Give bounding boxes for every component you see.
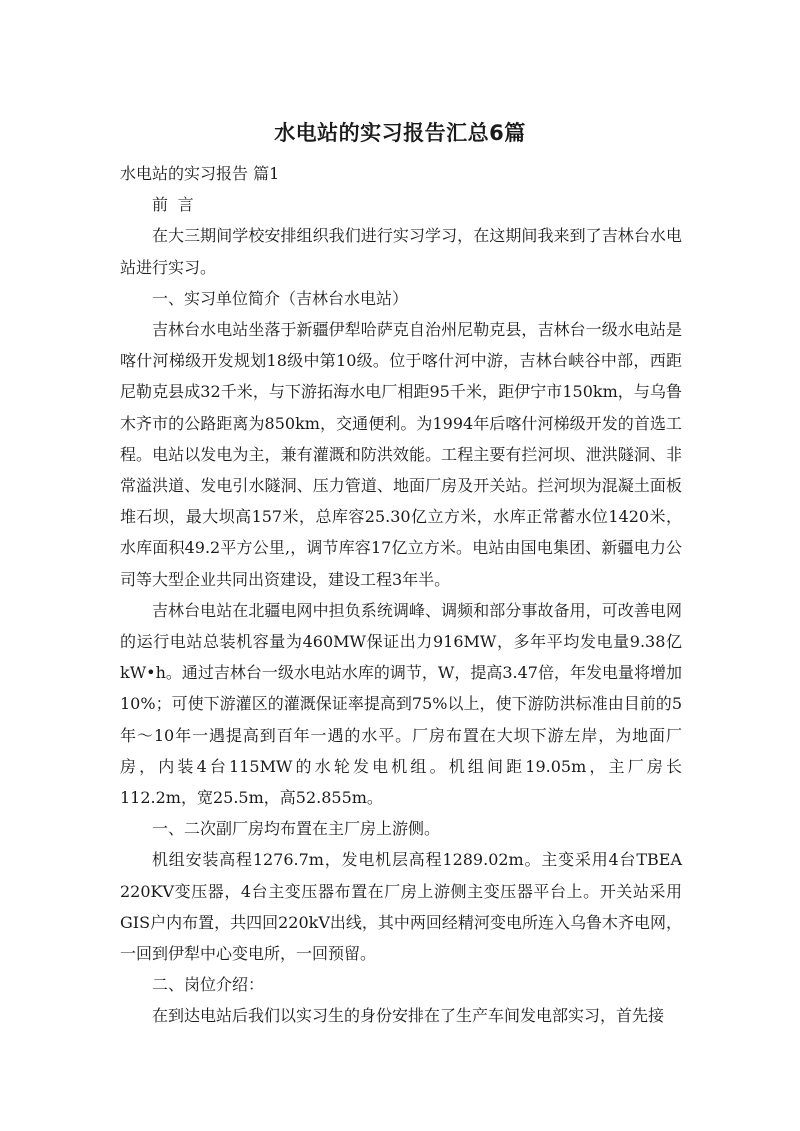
paragraph-unit-installation: 机组安装高程1276.7m，发电机层高程1289.02m。主变采用4台TBEA 220KV变压器，4台主变压器布置在厂房上游侧主变压器平台上。开关站采用GIS户内布置，共四回220kV出线，其中两回经精河变电所连入乌鲁木齐电网，一回到伊犁中心变电所，一回预留。 bbox=[120, 850, 682, 964]
section-heading-position-intro: 二、岗位介绍： bbox=[152, 975, 265, 995]
document-title: 水电站的实习报告汇总6篇 bbox=[274, 121, 526, 145]
paragraph-grid-role: 吉林台电站在北疆电网中担负系统调峰、调频和部分事故备用，可改善电网的运行电站总装机容量为460MW保证出力916MW，多年平均发电量9.38亿kW•h。通过吉林台一级水电站水库的调节，W，提高3.47倍，年发电量将增加10%；可使下游灌区的灌溉保证率提高到75%以上，使下游防洪标准由目前的5年～10年一遇提高到百年一遇的水平。厂房布置在大坝下游左岸，为地面厂房，内装4台115MW的水轮发电机组。机组间距19.05m，主厂房长112.2m，宽25.5m，高52.855m。 bbox=[120, 600, 682, 808]
paragraph-position-detail: 在到达电站后我们以实习生的身份安排在了生产车间发电部实习，首先接 bbox=[152, 1006, 665, 1026]
paragraph-station-location: 吉林台水电站坐落于新疆伊犁哈萨克自治州尼勒克县，吉林台一级水电站是喀什河梯级开发规划18级中第10级。位于喀什河中游，吉林台峡谷中部，西距尼勒克县成32千米，与下游拓海水电厂相距95千米，距伊宁市150km，与乌鲁木齐市的公路距离为850km，交通便利。为1994年后喀什河梯级开发的首选工程。电站以发电为主，兼有灌溉和防洪效能。工程主要有拦河坝、泄洪隧洞、非常溢洪道、发电引水隧洞、压力管道、地面厂房及开关站。拦河坝为混凝土面板堆石坝，最大坝高157米，总库容25.30亿立方米，水库正常蓄水位1420米，水库面积49.2平方公里,，调节库容17亿立方米。电站由国电集团、新疆电力公司等大型企业共同出资建设，建设工程3年半。 bbox=[120, 320, 682, 589]
preface-heading: 前言 bbox=[152, 195, 204, 215]
report-subtitle: 水电站的实习报告 篇1 bbox=[120, 164, 280, 183]
paragraph-auxiliary-building: 一、二次副厂房均布置在主厂房上游侧。 bbox=[152, 819, 441, 839]
paragraph-intro: 在大三期间学校安排组织我们进行实习学习，在这期间我来到了吉林台水电站进行实习。 bbox=[120, 226, 682, 277]
section-heading-unit-intro: 一、实习单位简介（吉林台水电站） bbox=[152, 288, 409, 308]
document-body bbox=[120, 158, 682, 1032]
